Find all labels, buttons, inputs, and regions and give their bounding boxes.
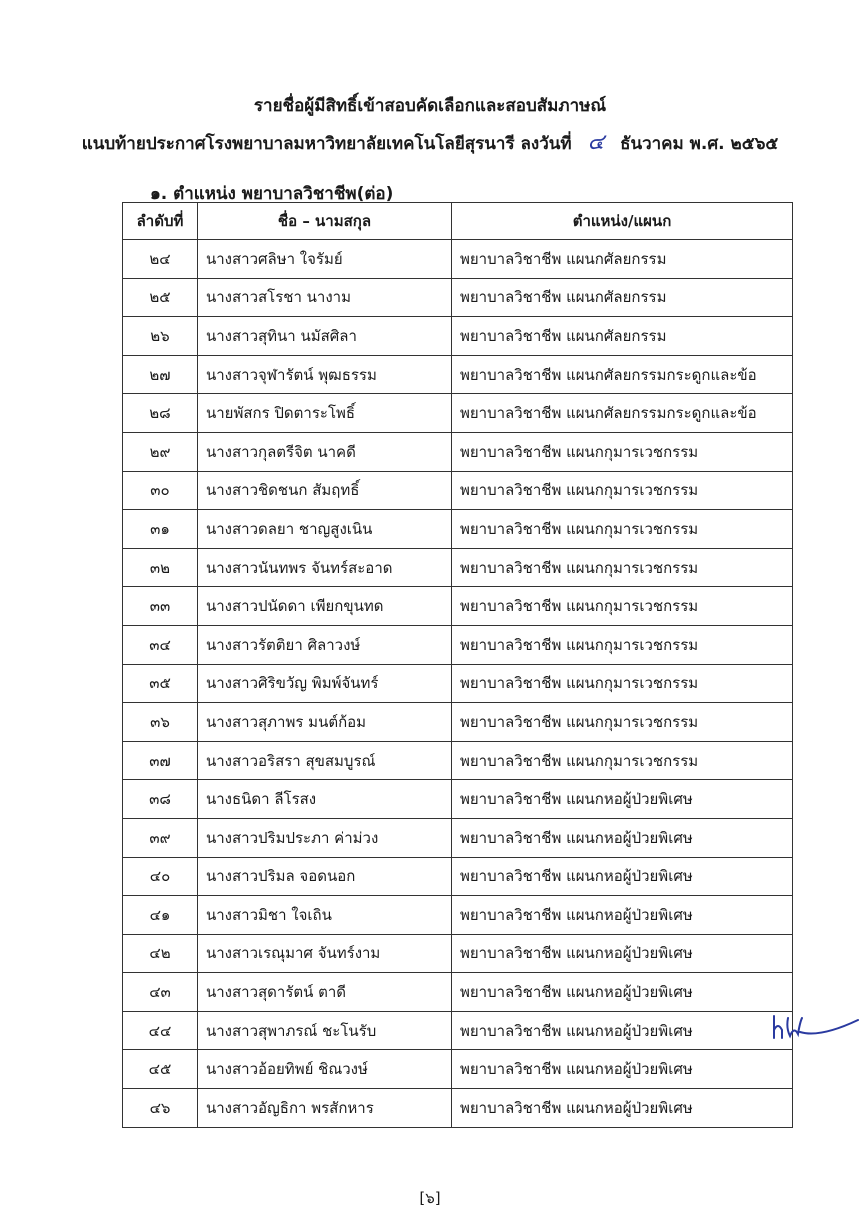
table-row [123,548,793,587]
position-cell: พยาบาลวิชาชีพ แผนกกุมารเวชกรรม [452,548,793,587]
header-name: ชื่อ – นามสกุล [198,203,452,240]
order-cell: ๔๒ [123,934,198,973]
table-row [123,394,793,433]
order-cell: ๒๗ [123,355,198,394]
order-cell: ๔๕ [123,1050,198,1089]
order-cell: ๒๘ [123,394,198,433]
table-row [123,857,793,896]
order-cell: ๓๐ [123,471,198,510]
table-row [123,1089,793,1128]
order-cell: ๓๑ [123,510,198,549]
name-cell: นางสาวปริมประภา ค่าม่วง [198,818,452,857]
order-cell: ๒๙ [123,432,198,471]
order-cell: ๔๓ [123,973,198,1012]
position-cell: พยาบาลวิชาชีพ แผนกกุมารเวชกรรม [452,471,793,510]
name-cell: นางสาวสโรชา นางาม [198,278,452,317]
position-cell: พยาบาลวิชาชีพ แผนกกุมารเวชกรรม [452,510,793,549]
position-cell: พยาบาลวิชาชีพ แผนกกุมารเวชกรรม [452,625,793,664]
position-cell: พยาบาลวิชาชีพ แผนกศัลยกรรม [452,317,793,356]
table-row [123,1050,793,1089]
table-row [123,703,793,742]
position-cell: พยาบาลวิชาชีพ แผนกศัลยกรรมกระดูกและข้อ [452,394,793,433]
position-cell: พยาบาลวิชาชีพ แผนกศัลยกรรมกระดูกและข้อ [452,355,793,394]
order-cell: ๓๒ [123,548,198,587]
order-cell: ๓๕ [123,664,198,703]
position-cell: พยาบาลวิชาชีพ แผนกหอผู้ป่วยพิเศษ [452,857,793,896]
name-cell: นางสาวสุภาพร มนต์ก้อม [198,703,452,742]
header-order: ลำดับที่ [123,203,198,240]
subtitle-prefix: แนบท้ายประกาศโรงพยาบาลมหาวิทยาลัยเทคโนโลยีสุรนารี ลงวันที่ [81,134,572,154]
name-cell: นางสาวสุดารัตน์ ตาดี [198,973,452,1012]
position-cell: พยาบาลวิชาชีพ แผนกหอผู้ป่วยพิเศษ [452,1089,793,1128]
table-row [123,934,793,973]
table-row [123,471,793,510]
name-cell: นางสาวกุลตรีจิต นาคดี [198,432,452,471]
order-cell: ๓๓ [123,587,198,626]
name-cell: นางสาวปนัดดา เพียกขุนทด [198,587,452,626]
table-row [123,973,793,1012]
order-cell: ๔๐ [123,857,198,896]
table-row [123,317,793,356]
table-row [123,432,793,471]
name-cell: นางสาวศลิษา ใจรัมย์ [198,240,452,279]
position-cell: พยาบาลวิชาชีพ แผนกหอผู้ป่วยพิเศษ [452,934,793,973]
position-cell: พยาบาลวิชาชีพ แผนกศัลยกรรม [452,240,793,279]
table-row [123,625,793,664]
name-cell: นางสาวอริสรา สุขสมบูรณ์ [198,741,452,780]
header-position: ตำแหน่ง/แผนก [452,203,793,240]
name-cell: นางสาวปริมล จอดนอก [198,857,452,896]
position-cell: พยาบาลวิชาชีพ แผนกกุมารเวชกรรม [452,432,793,471]
table-row [123,896,793,935]
table-row [123,587,793,626]
position-cell: พยาบาลวิชาชีพ แผนกกุมารเวชกรรม [452,664,793,703]
document-subtitle [0,124,860,159]
name-cell: นายพัสกร ปิดตาระโพธิ์ [198,394,452,433]
position-cell: พยาบาลวิชาชีพ แผนกหอผู้ป่วยพิเศษ [452,973,793,1012]
position-cell: พยาบาลวิชาชีพ แผนกหอผู้ป่วยพิเศษ [452,1050,793,1089]
table-row [123,278,793,317]
table-row [123,510,793,549]
position-cell: พยาบาลวิชาชีพ แผนกกุมารเวชกรรม [452,703,793,742]
order-cell: ๓๗ [123,741,198,780]
table-row [123,818,793,857]
order-cell: ๓๘ [123,780,198,819]
name-cell: นางสาวอ้อยทิพย์ ชิณวงษ์ [198,1050,452,1089]
position-cell: พยาบาลวิชาชีพ แผนกกุมารเวชกรรม [452,587,793,626]
order-cell: ๒๖ [123,317,198,356]
name-cell: นางสาวสุพาภรณ์ ชะโนรับ [198,1011,452,1050]
table-row [123,240,793,279]
order-cell: ๒๔ [123,240,198,279]
name-cell: นางสาวอัญธิกา พรสักหาร [198,1089,452,1128]
name-cell: นางสาวสุทินา นมัสศิลา [198,317,452,356]
section-heading: ๑. ตำแหน่ง พยาบาลวิชาชีพ(ต่อ) [150,184,394,204]
table-row [123,355,793,394]
name-cell: นางสาวนันทพร จันทร์สะอาด [198,548,452,587]
table-row [123,741,793,780]
order-cell: ๓๖ [123,703,198,742]
order-cell: ๓๙ [123,818,198,857]
signature-initials [770,1008,860,1044]
name-cell: นางสาวมิชา ใจเถิน [198,896,452,935]
name-cell: นางสาวชิดชนก สัมฤทธิ์ [198,471,452,510]
table-row [123,780,793,819]
page-number: [๖] [419,1189,441,1207]
name-cell: นางสาวดลยา ชาญสูงเนิน [198,510,452,549]
name-cell: นางธนิดา ลีโรสง [198,780,452,819]
table-row [123,664,793,703]
position-cell: พยาบาลวิชาชีพ แผนกกุมารเวชกรรม [452,741,793,780]
position-cell: พยาบาลวิชาชีพ แผนกหอผู้ป่วยพิเศษ [452,818,793,857]
position-cell: พยาบาลวิชาชีพ แผนกหอผู้ป่วยพิเศษ [452,1011,793,1050]
candidates-table [122,202,793,1128]
name-cell: นางสาวเรณุมาศ จันทร์งาม [198,934,452,973]
position-cell: พยาบาลวิชาชีพ แผนกหอผู้ป่วยพิเศษ [452,896,793,935]
order-cell: ๔๔ [123,1011,198,1050]
subtitle-suffix: ธันวาคม พ.ศ. ๒๕๖๕ [620,134,779,154]
position-cell: พยาบาลวิชาชีพ แผนกศัลยกรรม [452,278,793,317]
name-cell: นางสาวศิริขวัญ พิมพ์จันทร์ [198,664,452,703]
handwritten-day: ๔ [587,130,605,155]
order-cell: ๓๔ [123,625,198,664]
position-cell: พยาบาลวิชาชีพ แผนกหอผู้ป่วยพิเศษ [452,780,793,819]
table-row [123,1011,793,1050]
document-title: รายชื่อผู้มีสิทธิ์เข้าสอบคัดเลือกและสอบสัมภาษณ์ [253,96,607,116]
name-cell: นางสาวรัตติยา ศิลาวงษ์ [198,625,452,664]
order-cell: ๔๖ [123,1089,198,1128]
name-cell: นางสาวจุฬารัตน์ พุฒธรรม [198,355,452,394]
order-cell: ๒๕ [123,278,198,317]
table-header-row [123,203,793,240]
order-cell: ๔๑ [123,896,198,935]
